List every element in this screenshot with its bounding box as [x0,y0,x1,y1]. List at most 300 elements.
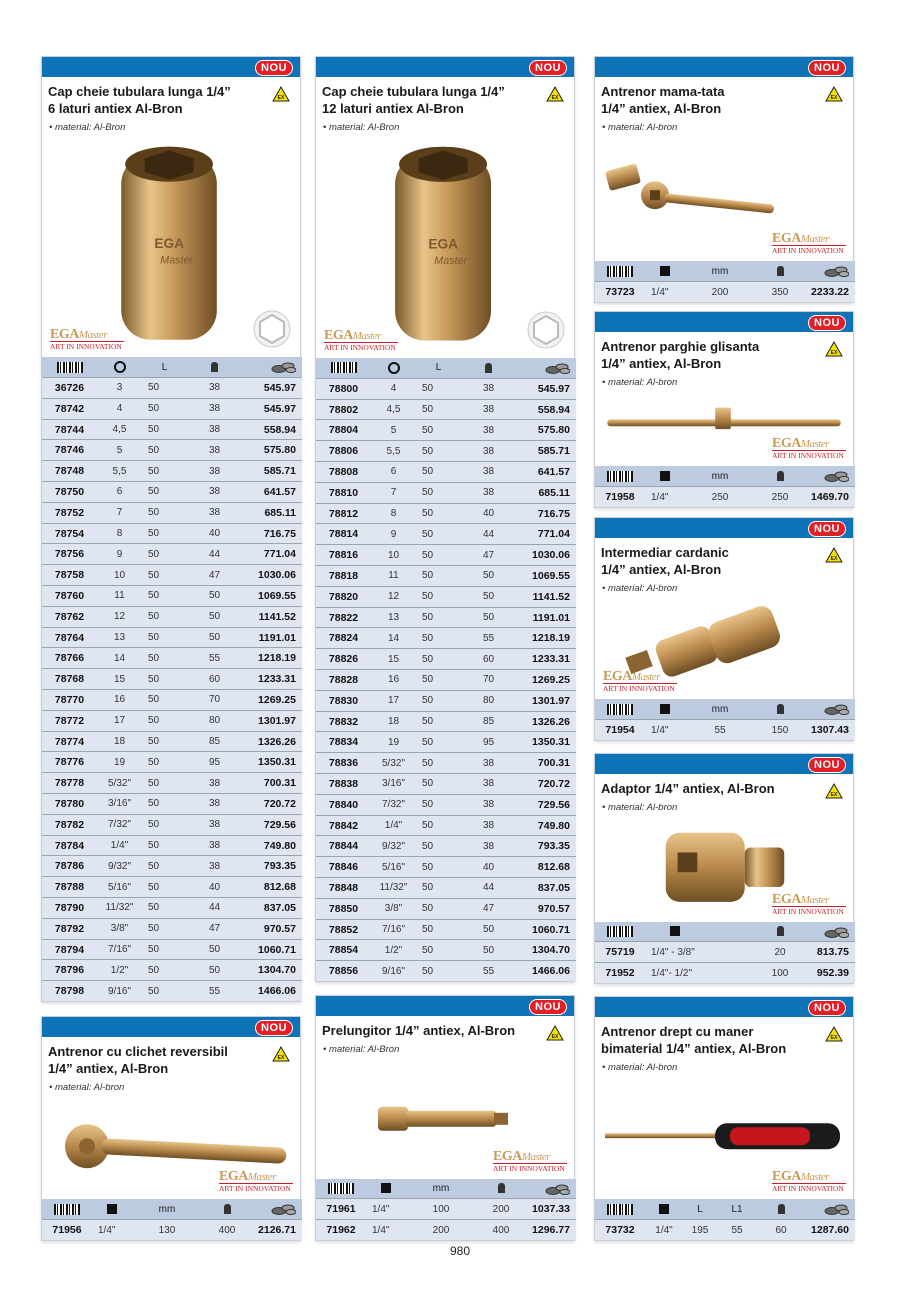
column-header [252,1199,302,1219]
column-header: L1 [717,1199,757,1219]
column-header [805,922,855,942]
column-header [645,466,685,486]
spec-value [705,963,755,983]
atex-warning-icon [825,1026,843,1042]
table-row [42,648,302,669]
article-code: 78764 [42,627,97,648]
svg-text:EX: EX [830,1035,838,1041]
article-code: 78850 [316,898,371,919]
table-row [42,482,302,503]
article-code: 78810 [316,482,371,503]
product-panel [594,517,854,741]
product-image [316,133,574,358]
square-drive-icon [660,471,670,481]
product-title-line: 1/4” antiex, Al-Bron [48,1061,169,1076]
svg-text:EX: EX [830,556,838,562]
spec-value: 60 [757,1220,805,1240]
price: 1060.71 [242,939,302,960]
article-code: 73732 [595,1220,645,1240]
table-row [316,836,576,857]
spec-value: 50 [416,753,461,774]
spec-value: 14 [97,648,142,669]
spec-value: 50 [142,856,187,877]
spec-value: 150 [755,720,805,740]
spec-value: 47 [187,918,242,939]
spec-value: 50 [187,586,242,607]
product-title-line: 6 laturi antiex Al-Bron [48,101,183,116]
product-panel [41,56,301,1002]
panel-header-band [316,57,574,77]
product-title-line: Intermediar cardanic [601,545,729,560]
product-title [595,774,853,797]
spec-value: 38 [187,461,242,482]
spec-value: 1/4" [366,1220,406,1240]
spec-value: 4,5 [371,399,416,420]
spec-value [705,942,755,963]
price-coins-icon [823,470,849,482]
logo-script: Master [521,1150,551,1163]
price: 970.57 [242,918,302,939]
price: 812.68 [242,877,302,898]
spec-value: 50 [416,919,461,940]
spec-value: 55 [717,1220,757,1240]
article-code: 78804 [316,420,371,441]
spec-value: 50 [461,940,516,961]
spec-value: 38 [187,378,242,399]
article-code: 75719 [595,942,645,963]
spec-value: 6 [97,482,142,503]
table-row [42,502,302,523]
spec-value: 7/32" [97,814,142,835]
atex-warning-icon [272,86,290,102]
spec-value: 50 [416,878,461,899]
logo-tagline: ART IN INNOVATION [50,341,124,351]
spec-value: 3/8" [97,918,142,939]
column-header [42,1199,92,1219]
price: 1218.19 [242,648,302,669]
price: 771.04 [242,544,302,565]
spec-value: 195 [683,1220,717,1240]
page-number: 980 [449,1244,471,1258]
logo-tagline: ART IN INNOVATION [772,245,846,255]
hexagon-profile-icon [252,309,292,349]
logo-script: Master [800,893,830,906]
product-title [595,1017,853,1057]
logo-tagline: ART IN INNOVATION [772,1183,846,1193]
article-code: 78828 [316,670,371,691]
column-header [476,1179,526,1199]
spec-value: 50 [142,690,187,711]
article-code: 78822 [316,607,371,628]
price-coins-icon [823,926,849,938]
table-row [42,960,302,981]
spec-value: 38 [187,419,242,440]
spec-value: 85 [187,731,242,752]
spec-value: 18 [371,711,416,732]
spec-value: 250 [685,487,755,507]
product-image [595,388,853,466]
price: 558.94 [516,399,576,420]
spec-value: 50 [142,939,187,960]
column-header [595,699,645,719]
weight-icon [777,704,784,714]
spec-value: 6 [371,462,416,483]
article-code: 78790 [42,898,97,919]
table-row [42,794,302,815]
table-row [42,523,302,544]
article-code: 78774 [42,731,97,752]
spec-value: 100 [755,963,805,983]
article-code: 78746 [42,440,97,461]
product-panel [594,996,854,1241]
spec-value: 50 [142,731,187,752]
spec-value: 1/4" [645,720,685,740]
table-row [595,282,855,302]
spec-value: 7/16" [97,939,142,960]
article-code: 71962 [316,1220,366,1240]
table-row [42,898,302,919]
square-drive-icon [660,704,670,714]
new-badge: NOU [255,60,293,76]
spec-value: 200 [685,282,755,302]
price: 1233.31 [242,669,302,690]
table-row [42,773,302,794]
product-title-line: Antrenor drept cu maner [601,1024,754,1039]
product-panel [594,753,854,984]
atex-warning-icon [825,547,843,563]
svg-text:Master: Master [160,254,194,267]
price: 585.71 [242,461,302,482]
price: 1304.70 [242,960,302,981]
column-header [461,358,516,378]
barcode-icon [57,362,83,373]
column-header [595,466,645,486]
price-coins-icon [544,1183,570,1195]
spec-value: 50 [142,710,187,731]
article-code: 78744 [42,419,97,440]
article-code: 78752 [42,502,97,523]
spec-value: 50 [142,502,187,523]
spec-value: 9/32" [371,836,416,857]
spec-value: 38 [187,835,242,856]
svg-text:Master: Master [434,255,468,268]
table-row [42,731,302,752]
product-table [316,358,576,981]
spec-value: 1/4" [645,1220,683,1240]
spec-value: 50 [142,918,187,939]
table-row [42,419,302,440]
table-row [316,649,576,670]
spec-value: 50 [142,482,187,503]
article-code: 78794 [42,939,97,960]
ega-master-logo [772,1171,846,1193]
price: 2233.22 [805,282,855,302]
article-code: 78796 [42,960,97,981]
column-header [645,1199,683,1219]
product-table [595,699,855,740]
price: 837.05 [242,898,302,919]
new-badge: NOU [529,999,567,1015]
spec-value: 50 [416,815,461,836]
spec-value: 9/16" [97,981,142,1001]
article-code: 78824 [316,628,371,649]
column-header: mm [132,1199,202,1219]
product-image [595,133,853,261]
article-code: 78830 [316,690,371,711]
price: 585.71 [516,441,576,462]
spec-value: 50 [416,545,461,566]
spec-value: 50 [416,794,461,815]
spec-value: 38 [461,794,516,815]
spec-value: 50 [416,690,461,711]
spec-value: 1/4" [92,1220,132,1240]
spec-value: 50 [416,420,461,441]
material-note: • material: Al-Bron [323,1044,400,1055]
product-title [42,77,300,117]
weight-icon [224,1204,231,1214]
spec-value: 38 [461,482,516,503]
table-row [42,606,302,627]
article-code: 78758 [42,565,97,586]
price: 716.75 [242,523,302,544]
product-title-line: Cap cheie tubulara lunga 1/4” [322,84,505,99]
table-row [316,1220,576,1240]
spec-value: 50 [416,898,461,919]
spec-value: 50 [142,814,187,835]
price: 641.57 [242,482,302,503]
spec-value: 100 [406,1199,476,1220]
product-title [316,1016,574,1039]
spec-value: 50 [416,399,461,420]
product-title-line: Antrenor cu clichet reversibil [48,1044,228,1059]
spec-value: 50 [187,939,242,960]
price: 771.04 [516,524,576,545]
spec-value: 250 [755,487,805,507]
table-header-row [595,699,855,719]
article-code: 78786 [42,856,97,877]
spec-value: 50 [416,462,461,483]
ega-master-logo [772,891,846,916]
spec-value: 3 [97,378,142,399]
column-header [526,1179,576,1199]
spec-value: 5/16" [97,877,142,898]
panel-header-band [595,312,853,332]
table-row [316,586,576,607]
column-header [755,466,805,486]
material-note: • material: Al-Bron [49,122,126,133]
panel-header-band [595,997,853,1017]
spec-value: 47 [461,898,516,919]
price: 2126.71 [252,1220,302,1240]
spec-value: 38 [461,774,516,795]
spec-value: 38 [461,815,516,836]
spec-value: 7/32" [371,794,416,815]
weight-icon [211,362,218,372]
spec-value: 1/4" [371,815,416,836]
price-coins-icon [544,362,570,374]
article-code: 78846 [316,857,371,878]
table-row [42,627,302,648]
spec-value: 50 [416,857,461,878]
new-badge: NOU [529,60,567,76]
table-row [316,503,576,524]
spec-value: 20 [755,942,805,963]
product-image [595,594,853,699]
table-header-row [42,357,302,377]
price: 685.11 [516,482,576,503]
spec-value: 38 [187,398,242,419]
table-header-row [595,1199,855,1219]
table-row [316,566,576,587]
spec-value: 38 [187,502,242,523]
spec-value: 47 [187,565,242,586]
weight-icon [777,926,784,936]
article-code: 78814 [316,524,371,545]
logo-tagline: ART IN INNOVATION [603,683,677,693]
spec-value: 50 [142,565,187,586]
column-header [755,922,805,942]
article-code: 78842 [316,815,371,836]
column-header: L [683,1199,717,1219]
ring-icon [388,362,400,374]
spec-value: 50 [416,524,461,545]
logo-script: Master [78,329,108,342]
spec-value: 50 [142,523,187,544]
table-row [42,565,302,586]
spec-value: 40 [187,877,242,898]
product-panel [594,56,854,303]
spec-value: 60 [187,669,242,690]
table-row [316,919,576,940]
spec-value: 50 [142,877,187,898]
spec-value: 85 [461,711,516,732]
column-header [705,922,755,942]
table-row [316,898,576,919]
new-badge: NOU [255,1020,293,1036]
price: 1350.31 [242,752,302,773]
svg-text:EX: EX [277,1055,285,1061]
table-row [42,461,302,482]
table-row [316,878,576,899]
spec-value: 50 [142,544,187,565]
article-code: 78816 [316,545,371,566]
spec-value: 50 [142,752,187,773]
table-row [316,628,576,649]
spec-value: 5/32" [97,773,142,794]
spec-value: 1/2" [97,960,142,981]
article-code: 78768 [42,669,97,690]
panel-header-band [595,754,853,774]
article-code: 78776 [42,752,97,773]
spec-value: 14 [371,628,416,649]
product-title [595,538,853,578]
spec-value: 9 [371,524,416,545]
table-row [42,877,302,898]
svg-text:EX: EX [277,95,285,101]
product-title-line: 12 laturi antiex Al-Bron [322,101,464,116]
svg-text:EX: EX [830,792,838,798]
spec-value: 50 [142,960,187,981]
table-row [42,544,302,565]
table-row [42,586,302,607]
table-row [316,1199,576,1220]
table-row [316,670,576,691]
column-header: L [416,358,461,378]
article-code: 78800 [316,378,371,399]
panel-header-band [595,57,853,77]
spec-value: 38 [461,462,516,483]
spec-value: 50 [416,774,461,795]
price: 558.94 [242,419,302,440]
spec-value: 50 [461,919,516,940]
spec-value: 4,5 [97,419,142,440]
price: 1304.70 [516,940,576,961]
logo-brand: EGA [772,436,801,452]
column-header [757,1199,805,1219]
atex-warning-icon [825,341,843,357]
article-code: 78772 [42,710,97,731]
article-code: 78778 [42,773,97,794]
article-code: 78812 [316,503,371,524]
logo-script: Master [352,330,382,343]
table-row [42,398,302,419]
price: 685.11 [242,502,302,523]
logo-script: Master [800,1171,830,1184]
article-code: 78748 [42,461,97,482]
spec-value: 1/4" [366,1199,406,1220]
table-row [42,939,302,960]
table-header-row [316,358,576,378]
column-header [516,358,576,378]
spec-value: 38 [461,836,516,857]
spec-value: 50 [142,606,187,627]
spec-value: 1/4" [645,487,685,507]
product-table [595,466,855,507]
article-code: 71954 [595,720,645,740]
product-title [42,1037,300,1077]
spec-value: 50 [461,566,516,587]
barcode-icon [328,1183,354,1194]
price: 1350.31 [516,732,576,753]
spec-value: 38 [187,814,242,835]
spec-value: 400 [202,1220,252,1240]
spec-value: 5,5 [97,461,142,482]
price: 545.97 [242,378,302,399]
product-table [595,922,855,983]
square-drive-icon [381,1183,391,1193]
spec-value: 50 [142,773,187,794]
weight-icon [777,266,784,276]
article-code: 78820 [316,586,371,607]
article-code: 78742 [42,398,97,419]
spec-value: 50 [142,440,187,461]
table-row [42,690,302,711]
product-table [595,1199,855,1240]
spec-value: 8 [97,523,142,544]
spec-value: 1/2" [371,940,416,961]
spec-value: 4 [97,398,142,419]
weight-icon [498,1183,505,1193]
column-header [755,699,805,719]
price: 1301.97 [242,710,302,731]
spec-value: 44 [461,878,516,899]
product-title [595,332,853,372]
column-header [805,1199,855,1219]
column-header [371,358,416,378]
spec-value: 70 [461,670,516,691]
spec-value: 11/32" [371,878,416,899]
spec-value: 17 [97,710,142,731]
